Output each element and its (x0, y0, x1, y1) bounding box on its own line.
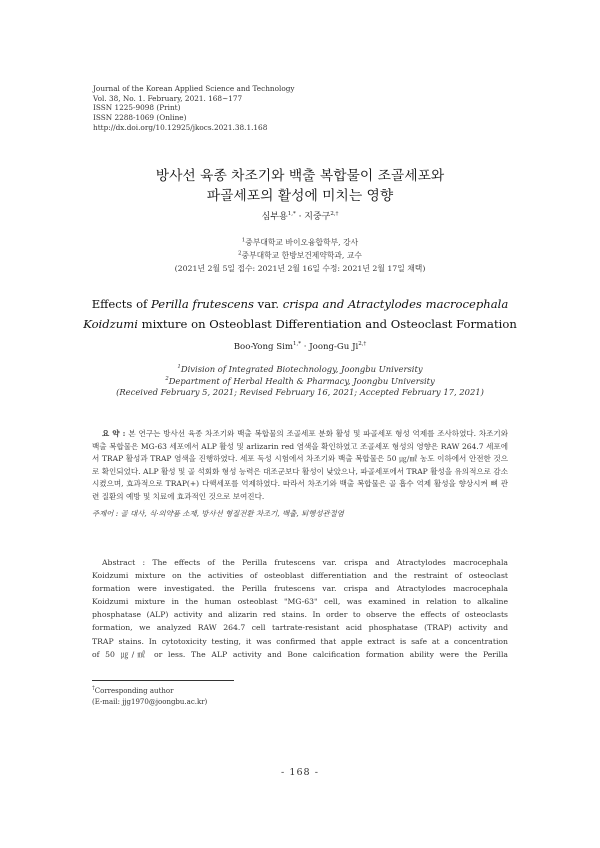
author2-sup-en: 2,† (358, 341, 367, 348)
affil2-text-ko: 중부대학교 한방보건제약학과, 교수 (241, 251, 362, 261)
journal-issn-print: ISSN 1225-9098 (Print) (93, 103, 181, 113)
english-dates: (Received February 5, 2021; Revised February 16, 2021; Accepted February 17, 2021) (116, 387, 484, 398)
author-separator-ko: · (295, 212, 305, 222)
english-abstract-line: of 50 ㎍/㎖ or less. The ALP activity and Bone calcification formation ability were the Perilla (92, 649, 508, 659)
footnote-label: Corresponding author (94, 687, 174, 695)
author1-sup-en: 1,* (293, 341, 301, 348)
english-abstract-line: Koidzumi mixture in the human osteoblast "MG-63" cell, was examined in relation to alkaline (92, 597, 508, 607)
english-title (0, 294, 600, 334)
korean-affiliation-2 (0, 249, 600, 262)
english-abstract-line: Koidzumi mixture on the activities of osteoblast differentiation and the restraint of osteoclast (92, 571, 508, 581)
english-affiliation-2 (0, 376, 600, 388)
journal-name: Journal of the Korean Applied Science and Technology (93, 84, 295, 93)
english-title-part4: crispa and Atractylodes macrocephala (282, 297, 509, 311)
english-abstract-line: TRAP stains. In cytotoxicity testing, it was confirmed that apple extract is safe at a concentration (92, 636, 508, 646)
affil1-text-ko: 중부대학교 바이오융합학부, 강사 (245, 238, 359, 247)
journal-info (93, 84, 295, 133)
korean-affiliations (0, 236, 600, 276)
english-abstract (92, 556, 508, 661)
english-title-line2 (0, 314, 600, 334)
author1-sup-ko: 1,* (287, 211, 296, 217)
english-title-line1 (0, 294, 600, 314)
korean-keywords: 주제어 : 골 대사, 식·의약품 소재, 방사선 형질전환 차조기, 백출, 퇴행성관절염 (92, 509, 344, 518)
affil1-sup-ko: 1 (241, 237, 246, 244)
author-separator-en: · (301, 342, 310, 352)
korean-title (0, 166, 600, 206)
author2-sup-ko: 2,† (330, 211, 339, 217)
corresponding-email[interactable]: (E-mail: jjg1970@joongbu.ac.kr) (92, 698, 208, 706)
affil2-sup-ko: 2 (238, 250, 242, 257)
corresponding-author-note (92, 686, 207, 697)
english-title-part5: Koidzumi (83, 317, 138, 331)
journal-issn-online: ISSN 2288-1069 (Online) (93, 113, 187, 123)
korean-title-line2: 파골세포의 활성에 미치는 영향 (206, 188, 394, 204)
english-affiliation-1 (0, 364, 600, 376)
korean-title-line1: 방사선 육종 차조기와 백출 복합물이 조골세포와 (155, 168, 445, 184)
english-title-part1: Effects of (91, 297, 152, 311)
korean-affiliation-1 (0, 236, 600, 249)
footnote-divider (92, 680, 234, 681)
journal-doi-link[interactable]: http://dx.doi.org/10.12925/jkocs.2021.38.1.168 (93, 122, 268, 132)
korean-dates: (2021년 2월 5일 접수: 2021년 2월 16일 수정: 2021년 2월 17일 채택) (174, 264, 426, 274)
korean-abstract-heading: 요 약 : (102, 429, 129, 438)
english-abstract-line: formation, we analyzed RAW 264.7 cell tartrate-resistant acid phosphatase (TRAP) activity and (92, 623, 508, 633)
author2-name-en: Joong-Gu Ji (309, 342, 359, 352)
english-title-part3: var. (253, 297, 283, 311)
affil2-sup-en: 2 (165, 375, 169, 382)
english-authors (0, 342, 600, 352)
author1-name-ko: 심부용 (261, 212, 288, 222)
korean-abstract (92, 428, 508, 504)
footnote-marker: † (92, 685, 95, 692)
english-abstract-line: phosphatase (ALP) activity and alizarin red stains. In order to observe the effects of osteoclasts (92, 610, 508, 620)
footnote (92, 686, 207, 708)
journal-volume: Vol. 38, No. 1. February, 2021. 168~177 (93, 93, 243, 103)
page-number: - 168 - (281, 767, 319, 778)
korean-abstract-text: 본 연구는 방사선 육종 차조기와 백출 복합물의 조골세포 분화 활성 및 파골세포 형성 억제를 조사하였다. 차조기와 백출 복합물은 MG-63 세포에서 ALP 활성 및 arlizarin red 염색을 확인하였고 조골세포 형성의 영향은 RAW 264.7 세포에서 TRAP 활성과 TRAP 염색을 진행하였다. 세포 독성 시험에서 차조기와 백출 복합물은 50 ㎍/㎖ 농도 이하에서 안전한 것으로 확인되었다. ALP 활성 및 골 석회화 형성 능력은 대조군보다 활성이 낮았으나, 파골세포에서 TRAP 활성을 유의적으로 감소시켰으며, 효과적으로 TRAP(+) 다핵세포를 억제하였다. 따라서 차조기와 백출 복합물은 골 흡수 억제 활성을 향상시켜 뼈 관련 질환의 예방 및 치료에 효과적인 것으로 보여진다. (92, 429, 508, 501)
author1-name-en: Boo-Yong Sim (233, 342, 293, 352)
english-title-part2: Perilla frutescens (151, 297, 254, 311)
affil1-text-en: Division of Integrated Biotechnology, Joongbu University (180, 364, 423, 374)
english-abstract-line: formation were investigated. the Perilla frutescens var. crispa and Atractylodes macrocephala (92, 584, 508, 594)
english-title-part6: mixture on Osteoblast Differentiation and Osteoclast Formation (137, 317, 517, 331)
affil1-sup-en: 1 (177, 364, 181, 371)
english-abstract-line: Abstract : The effects of the Perilla frutescens var. crispa and Atractylodes macrocephala (102, 558, 508, 567)
english-affiliations (0, 364, 600, 399)
korean-authors (0, 209, 600, 222)
author2-name-ko: 지중구 (304, 212, 331, 222)
affil2-text-en: Department of Herbal Health & Pharmacy, Joongbu University (168, 375, 435, 386)
